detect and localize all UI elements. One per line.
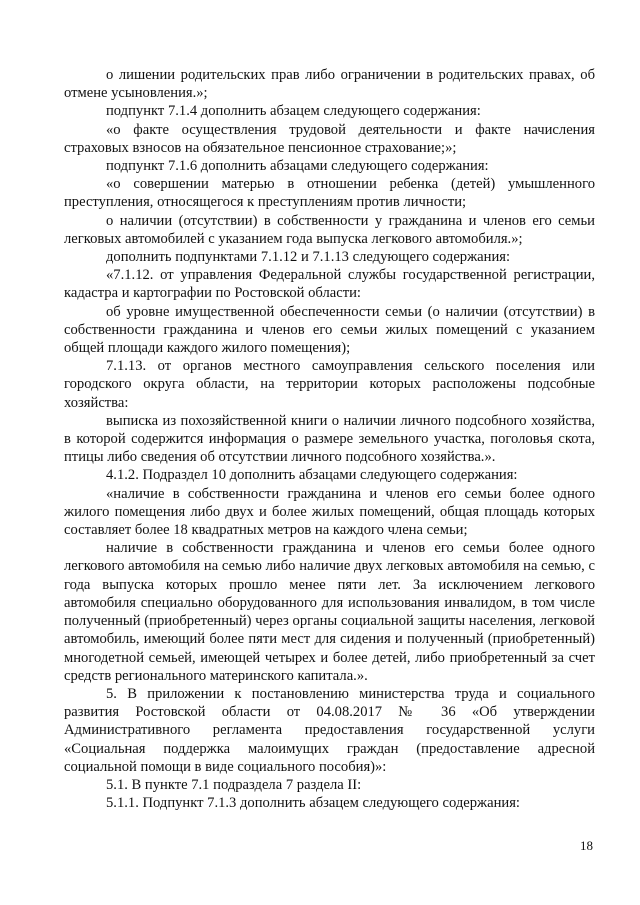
paragraph: об уровне имущественной обеспеченности семьи (о наличии (отсутствии) в собственности гражданина и членов его семьи жилых помещений с указанием общей площади каждого жилого помещения);: [64, 303, 595, 357]
document-body: [64, 66, 595, 812]
paragraph: подпункт 7.1.4 дополнить абзацем следующего содержания:: [106, 103, 481, 120]
paragraph: «о совершении матерью в отношении ребенка (детей) умышленного преступления, относящегося к преступлениям против личности;: [64, 176, 595, 211]
paragraph: «7.1.12. от управления Федеральной службы государственной регистрации, кадастра и картографии по Ростовской области:: [64, 267, 595, 302]
paragraph: о наличии (отсутствии) в собственности у гражданина и членов его семьи легковых автомобилей с указанием года выпуска легкового автомобиля.»;: [64, 212, 595, 247]
paragraph: 5.1. В пункте 7.1 подраздела 7 раздела II:: [106, 776, 362, 793]
paragraph: 7.1.13. от органов местного самоуправления сельского поселения или городского округа области, на территории которых расположены подсобные хозяйства:: [64, 358, 595, 411]
paragraph: «о факте осуществления трудовой деятельности и факте начисления страховых взносов на обязательное пенсионное страхование;»;: [64, 121, 595, 156]
paragraph: 5. В приложении к постановлению министерства труда и социального развития Ростовской области от 04.08.2017 № 36 «Об утверждении Административного регламента предоставления государственной услуги «Социальная поддержка малоимущих граждан (предоставление адресной социальной помощи в виде социального пособия)»:: [64, 685, 595, 775]
paragraph: о лишении родительских прав либо ограничении в родительских правах, об отмене усыновления.»;: [64, 67, 595, 102]
paragraph: 5.1.1. Подпункт 7.1.3 дополнить абзацем следующего содержания:: [106, 795, 520, 812]
page-number: 18: [580, 838, 593, 853]
paragraph: «наличие в собственности гражданина и членов его семьи более одного жилого помещения либо двух и более жилых помещений, общая площадь которых составляет более 18 квадратных метров на каждого члена семьи;: [64, 485, 595, 539]
paragraph: 4.1.2. Подраздел 10 дополнить абзацами следующего содержания:: [106, 467, 518, 484]
paragraph: подпункт 7.1.6 дополнить абзацами следующего содержания:: [106, 158, 489, 175]
paragraph: наличие в собственности гражданина и членов его семьи более одного легкового автомобиля на семью либо наличие двух легковых автомобиля на семью, с года выпуска которых прошло менее пяти лет. За исключением легкового автомобиля специально оборудованного для использования инвалидом, в том числе полученный (приобретенный) через органы социальной защиты населения, легковой автомобиль, имеющий более пяти мест для сидения и полученный (приобретенный) многодетной семьей, имеющей четырех и более детей, либо приобретенный за счет средств регионального материнского капитала.».: [64, 540, 595, 684]
paragraph: дополнить подпунктами 7.1.12 и 7.1.13 следующего содержания:: [106, 249, 511, 266]
paragraph: выписка из похозяйственной книги о наличии личного подсобного хозяйства, в которой содержится информация о размере земельного участка, поголовья скота, птицы либо сведения об отсутствии личного подсобного хозяйства.».: [64, 412, 595, 466]
